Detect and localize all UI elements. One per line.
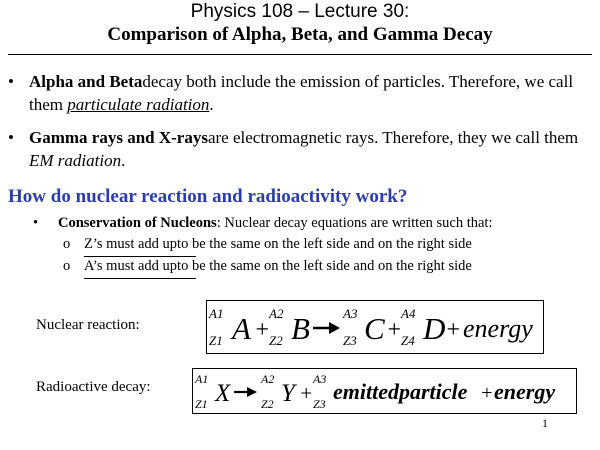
page-number: 1 bbox=[542, 416, 548, 430]
bullet-text: Alpha and Betadecay both include the emission of particles. Therefore, we call them particulate radiation. bbox=[29, 72, 574, 114]
plus-sign: + bbox=[445, 317, 462, 343]
atomic-number-z4: Z4 bbox=[401, 333, 415, 348]
mass-number-a1: A1 bbox=[209, 306, 224, 321]
bullet-dot: • bbox=[8, 128, 14, 147]
underline-a bbox=[84, 278, 196, 279]
plus-sign: + bbox=[386, 317, 403, 343]
mass-number-a2: A2 bbox=[269, 306, 284, 321]
underline-z bbox=[84, 256, 196, 257]
symbol-c: C bbox=[364, 311, 385, 346]
atomic-number-z1: Z1 bbox=[209, 333, 223, 348]
bullet-dot: • bbox=[8, 72, 14, 91]
emitted-particle-term: emittedparticle bbox=[333, 379, 468, 404]
plus-sign: + bbox=[299, 381, 314, 405]
atomic-number-z3: Z3 bbox=[313, 397, 326, 411]
mass-number-a3: A3 bbox=[343, 306, 358, 321]
plus-sign: + bbox=[254, 317, 271, 343]
mass-number-a1: A1 bbox=[195, 372, 209, 386]
slide-title: Physics 108 – Lecture 30: bbox=[190, 1, 410, 22]
title-divider bbox=[8, 54, 592, 55]
plus-sign: + bbox=[480, 382, 494, 404]
radioactive-decay-label: Radioactive decay: bbox=[36, 379, 151, 395]
nuclear-reaction-equation bbox=[206, 300, 544, 354]
atomic-number-z2: Z2 bbox=[269, 333, 283, 348]
atomic-number-z1: Z1 bbox=[195, 397, 208, 411]
list-marker: o bbox=[63, 258, 71, 274]
mass-number-a4: A4 bbox=[401, 306, 416, 321]
section-question: How do nuclear reaction and radioactivity work? bbox=[8, 186, 408, 207]
decay-arrow bbox=[234, 387, 257, 397]
slide-subtitle: Comparison of Alpha, Beta, and Gamma Decay bbox=[107, 24, 493, 45]
sub-bullet-conservation: Conservation of Nucleons: Nuclear decay equations are written such that: bbox=[58, 215, 493, 231]
sub-bullet-dot: • bbox=[33, 215, 39, 231]
energy-term: energy bbox=[494, 379, 556, 404]
symbol-x: X bbox=[215, 380, 231, 407]
reaction-arrow bbox=[313, 322, 340, 334]
symbol-a: A bbox=[232, 311, 251, 346]
mass-number-a2: A2 bbox=[261, 372, 275, 386]
atomic-number-z3: Z3 bbox=[343, 333, 357, 348]
symbol-b: B bbox=[291, 311, 310, 346]
list-item-a: A’s must add upto be the same on the left side and on the right side bbox=[84, 258, 472, 274]
list-marker: o bbox=[63, 236, 71, 252]
mass-number-a3: A3 bbox=[313, 372, 327, 386]
list-item-z: Z’s must add upto be the same on the left side and on the right side bbox=[84, 236, 472, 252]
radioactive-decay-equation bbox=[192, 368, 577, 414]
symbol-d: D bbox=[423, 311, 446, 346]
nuclear-reaction-label: Nuclear reaction: bbox=[36, 317, 140, 333]
energy-term: energy bbox=[463, 314, 533, 343]
atomic-number-z2: Z2 bbox=[261, 397, 274, 411]
symbol-y: Y bbox=[281, 380, 295, 407]
bullet-text: Gamma rays and X-raysare electromagnetic rays. Therefore, they we call them EM radiation. bbox=[29, 128, 579, 170]
